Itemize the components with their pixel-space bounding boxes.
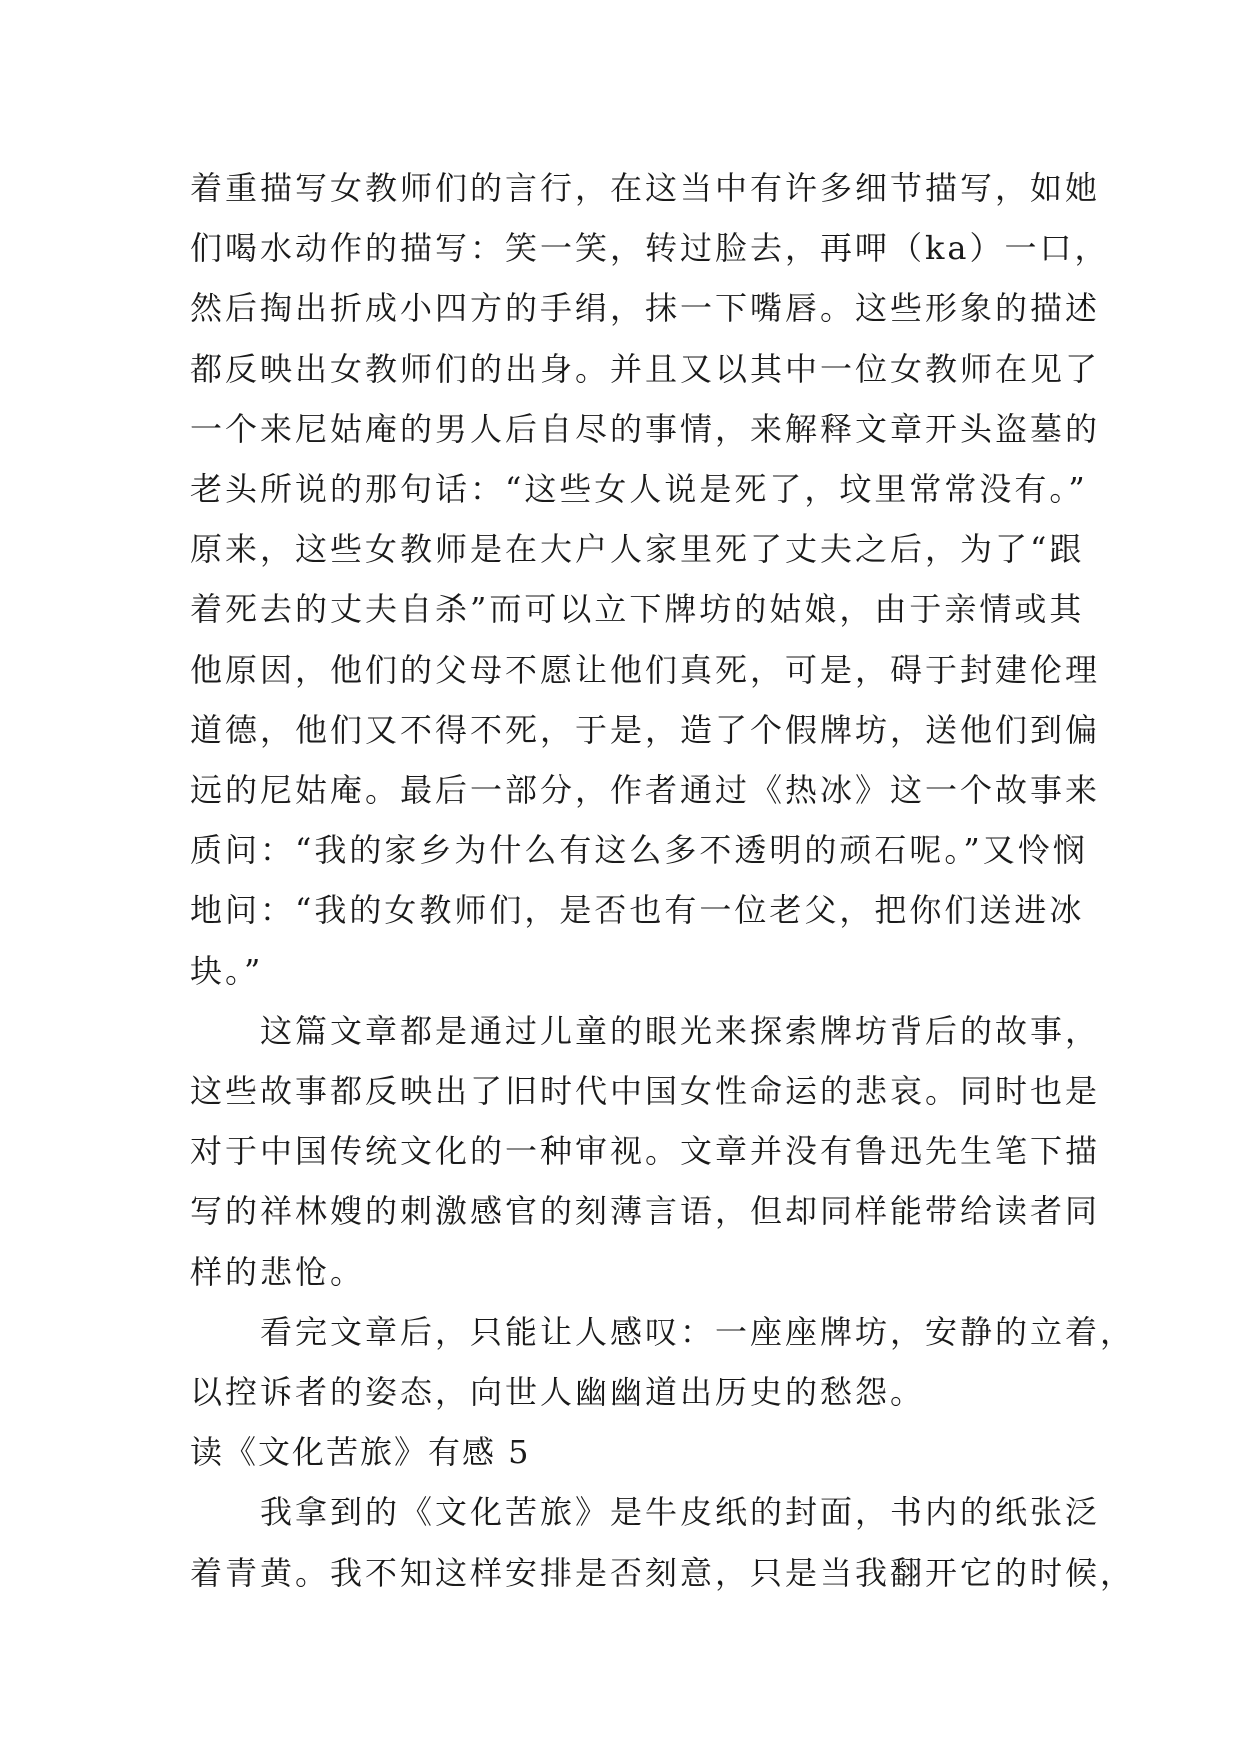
paragraph-4 (190, 1482, 1136, 1602)
text-line: 然后掏出折成小四方的手绢，抹一下嘴唇。这些形象的描述 (190, 289, 1101, 328)
text-line: 们喝水动作的描写：笑一笑，转过脸去，再呷（ka）一口， (190, 229, 1110, 268)
text-line: 着死去的丈夫自杀”而可以立下牌坊的姑娘，由于亲情或其 (190, 590, 1085, 629)
text-line: 一个来尼姑庵的男人后自尽的事情，来解释文章开头盗墓的 (190, 409, 1101, 448)
document-body (190, 158, 1136, 1603)
text-line: 着青黄。我不知这样安排是否刻意，只是当我翻开它的时候， (190, 1553, 1136, 1592)
text-line: 远的尼姑庵。最后一部分，作者通过《热冰》这一个故事来 (190, 771, 1101, 810)
text-line: 以控诉者的姿态，向世人幽幽道出历史的愁怨。 (190, 1373, 926, 1412)
text-line: 老头所说的那句话：“这些女人说是死了，坟里常常没有。” (190, 470, 1088, 509)
text-line: 样的悲怆。 (190, 1252, 366, 1291)
text-line: 原来，这些女教师是在大户人家里死了丈夫之后，为了“跟 (190, 530, 1085, 569)
paragraph-2 (190, 1001, 1101, 1302)
text-line: 块。” (190, 951, 264, 990)
text-line: 他原因，他们的父母不愿让他们真死，可是，碍于封建伦理 (190, 650, 1101, 689)
text-line: 地问：“我的女教师们，是否也有一位老父，把你们送进冰 (190, 891, 1085, 930)
text-line: 这些故事都反映出了旧时代中国女性命运的悲哀。同时也是 (190, 1072, 1101, 1111)
paragraph-1 (190, 158, 1110, 1001)
text-line: 道德，他们又不得不死，于是，造了个假牌坊，送他们到偏 (190, 710, 1101, 749)
text-line: 写的祥林嫂的刺激感官的刻薄言语，但却同样能带给读者同 (190, 1192, 1101, 1231)
text-line: 这篇文章都是通过儿童的眼光来探索牌坊背后的故事， (260, 1011, 1101, 1050)
text-line: 看完文章后，只能让人感叹：一座座牌坊，安静的立着， (260, 1312, 1136, 1351)
text-line: 都反映出女教师们的出身。并且又以其中一位女教师在见了 (190, 349, 1101, 388)
text-line: 质问：“我的家乡为什么有这么多不透明的顽石呢。”又怜悯 (190, 831, 1088, 870)
paragraph-3 (190, 1302, 1136, 1422)
section-heading (190, 1422, 1060, 1482)
text-line: 着重描写女教师们的言行，在这当中有许多细节描写，如她 (190, 169, 1101, 207)
text-line: 我拿到的《文化苦旅》是牛皮纸的封面，书内的纸张泛 (260, 1493, 1101, 1532)
text-line: 对于中国传统文化的一种审视。文章并没有鲁迅先生笔下描 (190, 1132, 1101, 1171)
heading-text: 读《文化苦旅》有感 5 (190, 1433, 531, 1472)
